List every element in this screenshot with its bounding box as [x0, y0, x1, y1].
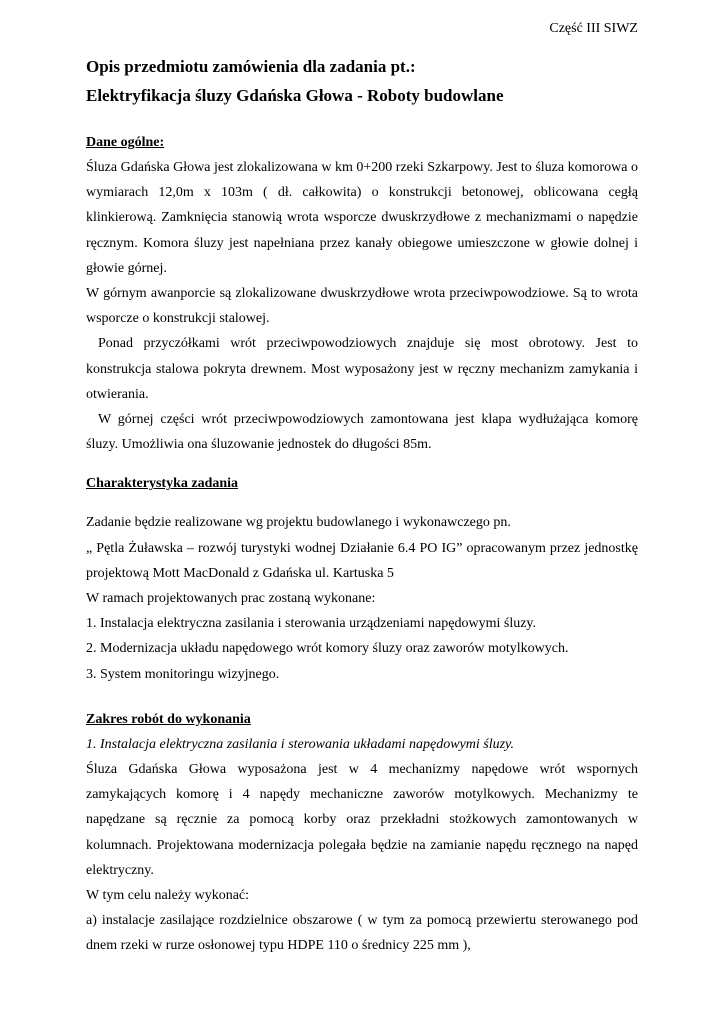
spacer	[86, 496, 638, 510]
task-heading: Charakterystyka zadania	[86, 476, 239, 492]
title-line-2: Elektryfikacja śluzy Gdańska Głowa - Roboty budowlane	[86, 86, 504, 105]
scope-heading: Zakres robót do wykonania	[86, 711, 251, 727]
general-paragraph-4: W górnej części wrót przeciwpowodziowych zamontowana jest klapa wydłużająca komorę śluzy. Umożliwia ona śluzowanie jednostek do długości 85m.	[86, 412, 638, 453]
scope-line-2: W tym celu należy wykonać:	[86, 888, 250, 904]
scope-paragraph-1: Śluza Gdańska Głowa wyposażona jest w 4 mechanizmy napędowe wrót wspornych zamykających komorę i 4 napędy mechaniczne zaworów motylkowych. Mechanizmy te napędzane są ręcznie za pomocą korby oraz przekładni stożkowych zamontowanych w kolumnach. Projektowana modernizacja polegała będzie na zamianie napędu ręcznego na napęd elektryczny.	[86, 762, 638, 878]
general-paragraph-2: W górnym awanporcie są zlokalizowane dwuskrzydłowe wrota przeciwpowodziowe. Są to wrota wsporcze o konstrukcji stalowej.	[86, 286, 638, 327]
spacer	[86, 110, 638, 130]
scope-subheading: 1. Instalacja elektryczna zasilania i sterowania układami napędowymi śluzy.	[86, 736, 514, 752]
general-paragraph-3: Ponad przyczółkami wrót przeciwpowodziowych znajduje się most obrotowy. Jest to konstrukcja stalowa pokryta drewnem. Most wyposażony jest w ręczny mechanizm zamykania i otwierania.	[86, 336, 638, 402]
title-line-1: Opis przedmiotu zamówienia dla zadania pt.:	[86, 57, 416, 76]
general-paragraph-1: Śluza Gdańska Głowa jest zlokalizowana w km 0+200 rzeki Szkarpowy. Jest to śluza komorowa o wymiarach 12,0m x 103m ( dł. całkowita) o konstrukcji betonowej, oblicowana cegłą klinkierową. Zamknięcia stanowią wrota wsporcze dwuskrzydłowe z mechanizmami o napędzie ręcznym. Komora śluzy jest napełniana przez kanały obiegowe umieszczone w głowie dolnej i głowie górnej.	[86, 160, 638, 276]
document-reference: Część III SIWZ	[549, 21, 638, 36]
task-item-3: 3. System monitoringu wizyjnego.	[86, 666, 280, 682]
spacer	[86, 687, 638, 707]
task-item-1: 1. Instalacja elektryczna zasilania i sterowania urządzeniami napędowymi śluzy.	[86, 616, 537, 632]
task-item-2: 2. Modernizacja układu napędowego wrót komory śluzy oraz zaworów motylkowych.	[86, 641, 569, 657]
task-line-1: Zadanie będzie realizowane wg projektu budowlanego i wykonawczego pn.	[86, 515, 511, 531]
general-heading: Dane ogólne:	[86, 135, 165, 150]
spacer	[86, 457, 638, 471]
document-content	[86, 52, 638, 959]
task-quote-paragraph: „ Pętla Żuławska – rozwój turystyki wodnej Działanie 6.4 PO IG” opracowanym przez jednostkę projektową Mott MacDonald z Gdańska ul. Kartuska 5	[86, 540, 638, 581]
task-intro-line: W ramach projektowanych prac zostaną wykonane:	[86, 591, 376, 607]
scope-paragraph-3: a) instalacje zasilające rozdzielnice obszarowe ( w tym za pomocą przewiertu sterowanego pod dnem rzeki w rurze osłonowej typu HDPE 110 o średnicy 225 mm ),	[86, 913, 638, 954]
